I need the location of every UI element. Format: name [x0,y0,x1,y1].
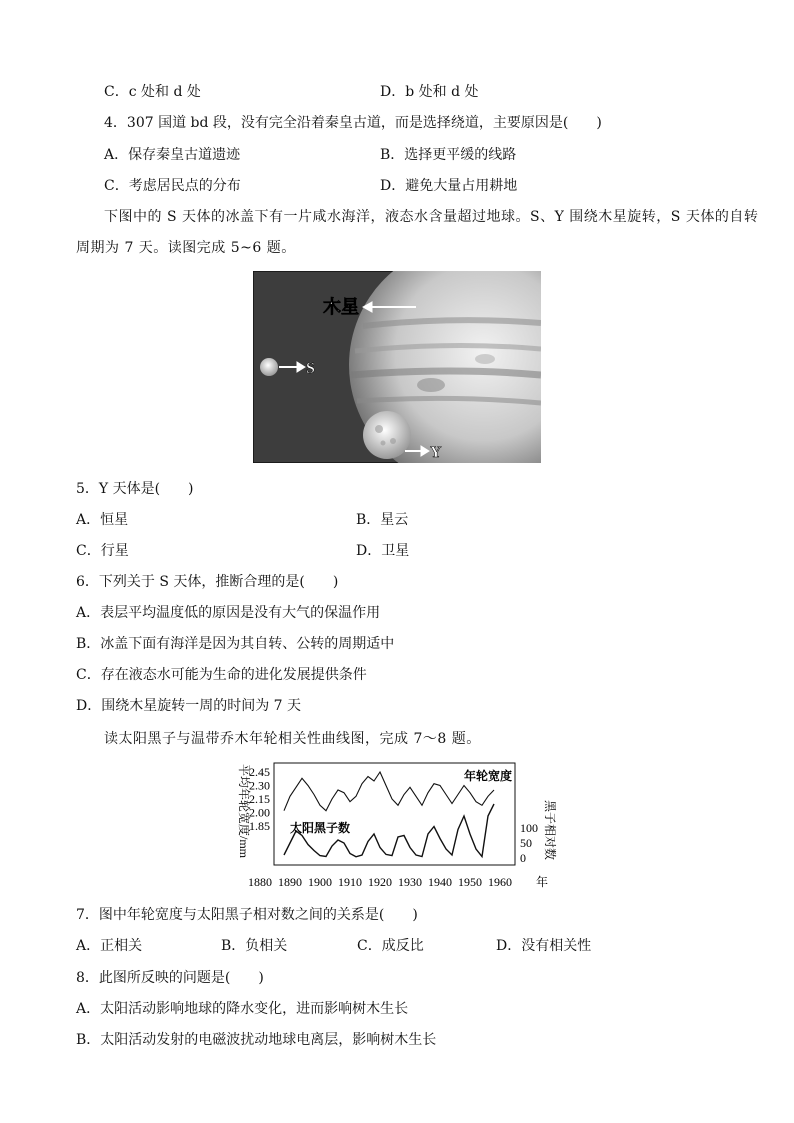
left-tick-label: 2.45 [249,765,270,779]
q6-stem: 6．下列关于 S 天体，推断合理的是( ) [76,574,339,590]
q3-option-c: C．c 处和 d 处 [104,84,201,100]
q5-option-d: D．卫星 [356,543,410,559]
q8-option-b: B．太阳活动发射的电磁波扰动地球电离层，影响树木生长 [76,1032,437,1048]
q5-option-c: C．行星 [76,543,129,559]
x-tick-label: 1920 [368,875,392,889]
left-tick-label: 2.30 [249,778,270,793]
q8-stem: 8．此图所反映的问题是( ) [76,970,264,986]
q7-stem: 7．图中年轮宽度与太阳黑子相对数之间的关系是( ) [76,907,418,923]
x-tick-label: 1910 [338,875,362,889]
y-body [363,411,411,459]
x-tick-label: 1940 [428,875,452,889]
x-tick-label: 1880 [248,875,272,889]
x-tick-label: 1960 [488,875,512,889]
left-tick-label: 1.85 [249,819,270,833]
q7-option-d: D．没有相关性 [496,938,592,954]
q5-option-a: A．恒星 [76,512,129,528]
q4-option-a: A．保存秦皇古道遗迹 [104,147,241,163]
q6-option-c: C．存在液态水可能为生命的进化发展提供条件 [76,667,367,683]
q7-option-b: B．负相关 [221,938,288,954]
x-axis-ticks [248,875,512,889]
q8-option-a: A．太阳活动影响地球的降水变化，进而影响树木生长 [76,1001,409,1017]
right-tick-label: 0 [520,851,526,865]
left-axis-label: 平均年轮宽度/mm [237,764,251,859]
x-tick-label: 1900 [308,875,332,889]
right-tick-label: 50 [520,836,532,850]
legend-sunspot: 太阳黑子数 [290,821,351,835]
q4-option-d: D．避免大量占用耕地 [380,178,518,194]
q3-option-d: D．b 处和 d 处 [380,84,479,100]
x-axis-unit: 年 [536,875,549,889]
left-tick-label: 2.00 [249,805,270,820]
label-jupiter: 木星 [323,297,359,317]
label-s: S [306,360,315,377]
q6-option-d: D．围绕木星旋转一周的时间为 7 天 [76,698,302,714]
x-tick-label: 1890 [278,875,302,889]
right-tick-label: 100 [520,821,538,835]
q6-option-a: A．表层平均温度低的原因是没有大气的保温作用 [76,605,381,621]
q4-option-b: B．选择更平缓的线路 [380,147,517,163]
q5-option-b: B．星云 [356,512,409,528]
sunspot-tree-ring-chart [230,760,560,890]
right-axis-ticks [520,821,538,865]
series-layer [284,772,494,857]
q4-stem: 4．307 国道 bd 段，没有完全沿着秦皇古道，而是选择绕道，主要原因是( ) [104,115,602,131]
q4-option-c: C．考虑居民点的分布 [104,178,241,194]
jupiter-figure [253,271,541,463]
legend-tree-ring: 年轮宽度 [464,769,513,783]
intro-7-8: 读太阳黑子与温带乔木年轮相关性曲线图，完成 7～8 题。 [104,731,481,747]
tree-ring-line [284,772,494,811]
intro-5-6-line1: 下图中的 S 天体的冰盖下有一片咸水海洋，液态水含量超过地球。S、Y 围绕木星旋转，S 天体的自转 [104,209,759,225]
right-axis-label: 黑子相对数 [543,800,557,861]
left-axis-ticks [249,765,270,833]
left-tick-label: 2.15 [249,792,270,806]
intro-5-6-line2: 周期为 7 天。读图完成 5~6 题。 [76,240,296,256]
q5-stem: 5．Y 天体是( ) [76,481,194,497]
q6-option-b: B．冰盖下面有海洋是因为其自转、公转的周期适中 [76,636,395,652]
x-tick-label: 1950 [458,875,482,889]
x-tick-label: 1930 [398,875,422,889]
q7-option-c: C．成反比 [357,938,424,954]
q7-option-a: A．正相关 [76,938,143,954]
s-body [260,358,278,376]
label-y: Y [430,444,442,461]
